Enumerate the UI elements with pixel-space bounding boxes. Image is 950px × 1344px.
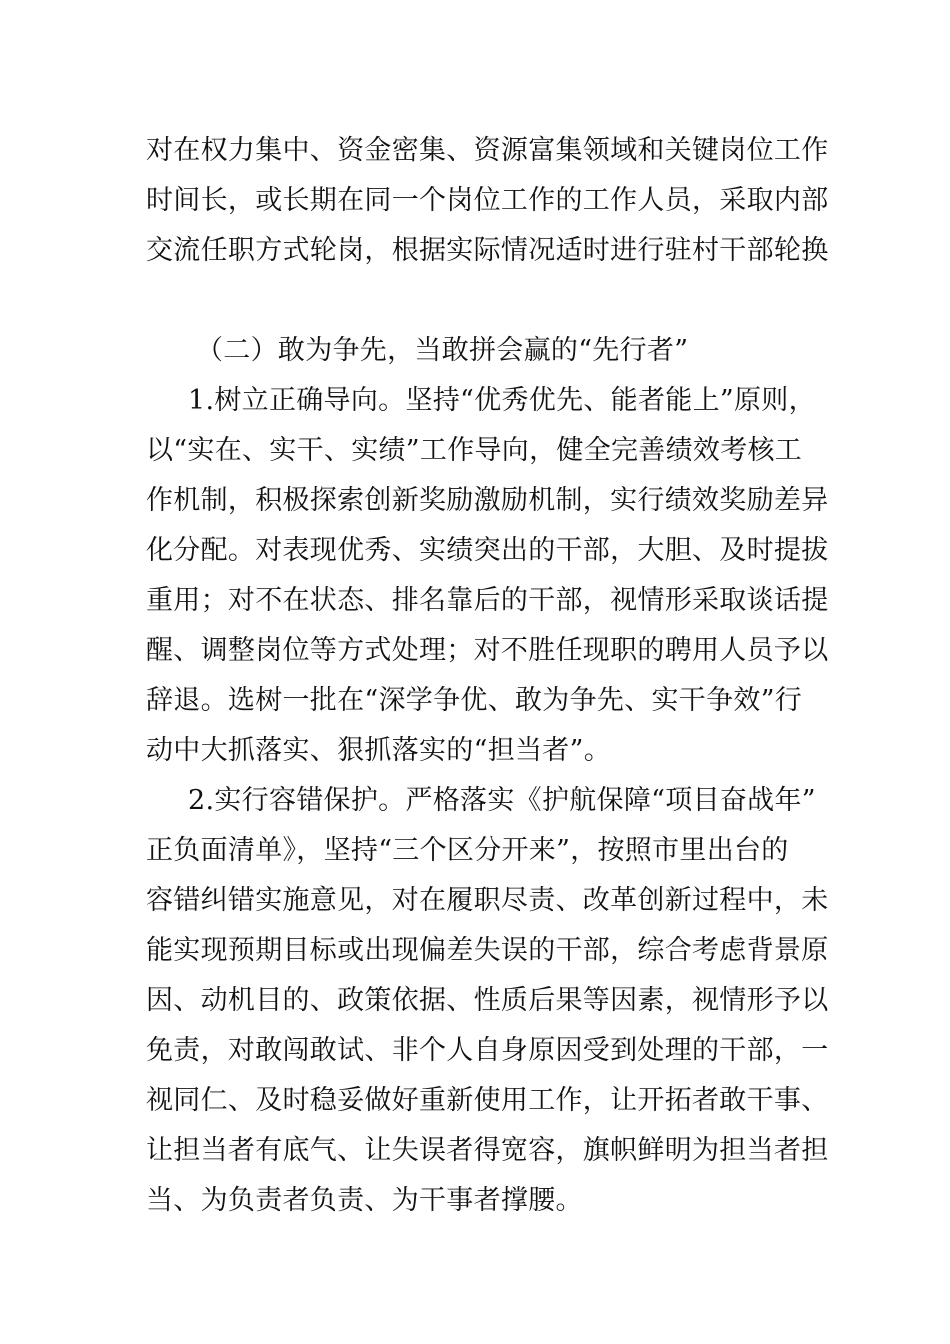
paragraph-line: 动中大抓落实、狠抓落实的“担当者”。 — [146, 735, 612, 766]
section-heading: （二）敢为争先，当敢拼会赢的“先行者” — [196, 335, 689, 366]
paragraph-line: 让担当者有底气、让失误者得宽容，旗帜鲜明为担当者担 — [146, 1135, 829, 1166]
paragraph-line: 对在权力集中、资金密集、资源富集领域和关键岗位工作 — [146, 135, 829, 166]
paragraph-line: 正负面清单》，坚持“三个区分开来”，按照市里出台的 — [146, 835, 789, 866]
item-2-paragraph — [146, 776, 829, 1226]
paragraph-line: 容错纠错实施意见，对在履职尽责、改革创新过程中，未 — [146, 885, 829, 916]
paragraph-line: 作机制，积极探索创新奖励激励机制，实行绩效奖励差异 — [146, 485, 829, 516]
paragraph-line: 视同仁、及时稳妥做好重新使用工作，让开拓者敢干事、 — [146, 1085, 829, 1116]
section-heading-block — [146, 326, 811, 376]
paragraph-line: 当、为负责者负责、为干事者撑腰。 — [146, 1185, 583, 1216]
paragraph-line: 能实现预期目标或出现偏差失误的干部，综合考虑背景原 — [146, 935, 829, 966]
paragraph-line: 因、动机目的、政策依据、性质后果等因素，视情形予以 — [146, 985, 829, 1016]
item-1-paragraph — [146, 376, 829, 776]
paragraph-line: 免责，对敢闯敢试、非个人自身原因受到处理的干部，一 — [146, 1035, 829, 1066]
paragraph-line: 交流任职方式轮岗，根据实际情况适时进行驻村干部轮换 — [146, 235, 829, 266]
intro-paragraph — [146, 126, 829, 276]
paragraph-line: 时间长，或长期在同一个岗位工作的工作人员，采取内部 — [146, 185, 829, 216]
paragraph-line: 醒、调整岗位等方式处理；对不胜任现职的聘用人员予以 — [146, 635, 829, 666]
paragraph-line: 2.实行容错保护。严格落实《护航保障“项目奋战年” — [188, 785, 816, 816]
paragraph-line: 重用；对不在状态、排名靠后的干部，视情形采取谈话提 — [146, 585, 829, 616]
paragraph-line: 化分配。对表现优秀、实绩突出的干部，大胆、及时提拔 — [146, 535, 829, 566]
paragraph-line: 1.树立正确导向。坚持“优秀优先、能者能上”原则， — [188, 385, 816, 416]
paragraph-line: 辞退。选树一批在“深学争优、敢为争先、实干争效”行 — [146, 685, 803, 716]
paragraph-line: 以“实在、实干、实绩”工作导向，健全完善绩效考核工 — [146, 435, 803, 466]
